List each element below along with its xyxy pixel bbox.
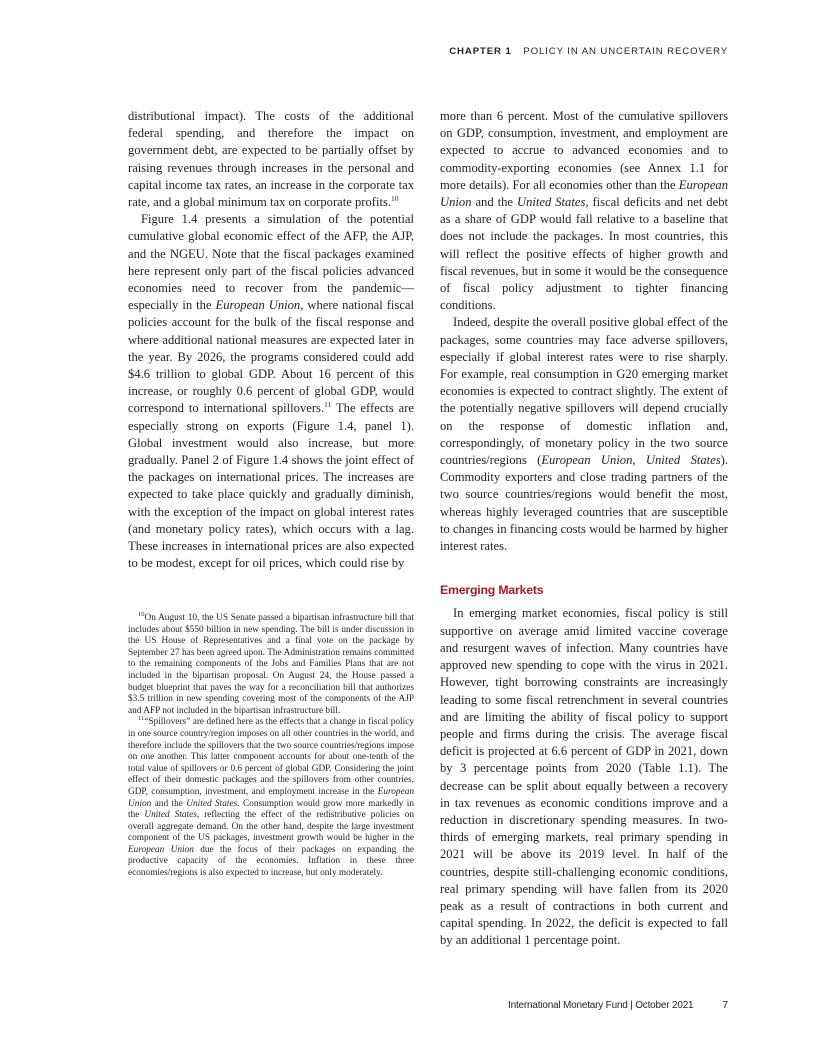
paragraph-text: distributional impact). The costs of the additional federal spending, and therefore the impact on government debt, are expected to be partially offset by raising revenues through increases in the personal and capital income tax rates, an increase in the corporate tax rate, and a global minimum tax on corporate profits.: [128, 109, 414, 210]
left-paragraph-1: [128, 108, 414, 211]
paragraph-text: more than 6 percent. Most of the cumulative spillovers on GDP, consumption, investment, and employment are expected to accrue to advanced economies and to commodity-exporting economies (see Annex 1.1 for more details). For all economies other than the: [440, 109, 728, 192]
paragraph-text: Indeed, despite the overall positive global effect of the packages, some countries may face adverse spillovers, especially if global interest rates were to rise sharply. For example, real consumption in G20 emerging market economies is expected to contract slightly. The extent of the potentially negative spillovers will depend crucially on the response of domestic inflation and, correspondingly, of monetary policy in the two source countries/regions (: [440, 315, 728, 468]
footnote-text: “Spillovers” are defined here as the effects that a change in fiscal policy in one source country/region imposes on all other countries in the world, and therefore include the spillovers that the two source countries/regions impose on one another. This latter component accounts for about one-tenth of the total value of spillovers or 0.6 percent of global GDP. Considering the joint effect of their domestic packages and the spillovers from other countries, GDP, consumption, investment, and employment increase in the: [128, 717, 414, 797]
footnote-text: , reflecting the effect of the redistributive policies on overall aggregate demand. On the other hand, despite the large investment component of the US packages, investment growth would be higher in the: [128, 810, 414, 844]
italic-text: European Union,: [215, 298, 304, 313]
italic-text: European Union: [128, 844, 194, 855]
section-heading-emerging-markets: Emerging Markets: [440, 583, 544, 598]
right-paragraph-3: In emerging market economies, fiscal policy is still supportive on average amid limited vaccine coverage and resurgent waves of infection. Many countries have approved new spending to cope with the virus in 2021. However, tight borrowing constraints are increasingly leading to some fiscal retrenchment in several countries and are limiting the ability of fiscal policy to support people and firms during the crisis. The average fiscal deficit is projected at 6.6 percent of GDP in 2021, down by 3 percentage points from 2020 (Table 1.1). The decrease can be split about equally between a recovery in tax revenues as economic conditions improve and a reduction in discretionary spending measures. In two-thirds of emerging markets, real primary spending in 2021 will be above its 2019 level. In half of the countries, despite still-challenging economic conditions, real primary spending will have fallen from its 2020 peak as a result of contractions in both current and capital spending. In 2022, the deficit is expected to fall by an additional 1 percentage point.: [440, 606, 728, 948]
footnote-ref-11[interactable]: 11: [324, 400, 332, 410]
page-number: 7: [722, 1000, 728, 1011]
paragraph-text: and the: [471, 195, 517, 210]
publication-info: International Monetary Fund | October 2021: [508, 1000, 694, 1011]
footnote-number: 10: [138, 610, 145, 618]
footnote-text: and the: [151, 798, 187, 809]
italic-text: United States: [144, 810, 197, 821]
italic-text: United States: [186, 798, 238, 809]
paragraph-text: where national fiscal policies account for the bulk of the fiscal response and where additional national measures are expected later in the year. By 2026, the programs considered could add $4.6 trillion to global GDP. About 16 percent of this increase, or roughly 0.6 percent of global GDP, would correspond to international spillovers.: [128, 298, 414, 416]
chapter-label: CHAPTER 1: [449, 46, 512, 57]
footnote-text: . Consumption would grow more markedly in the: [128, 798, 414, 821]
italic-text: European Union, United States: [541, 453, 721, 468]
italic-text: European Union: [128, 786, 414, 809]
paragraph-text: The effects are especially strong on exports (Figure 1.4, panel 1). Global investment would also increase, but more gradually. Panel 2 of Figure 1.4 shows the joint effect of the packages on international prices. The increases are expected to take place quickly and gradually diminish, with the exception of the impact on global interest rates (and monetary policy rates), which occurs with a lag. These increases in international prices are also expected to be modest, except for oil prices, which could rise by: [128, 401, 414, 571]
left-column: [128, 108, 414, 572]
running-header: [449, 46, 728, 57]
footnotes: [128, 610, 414, 880]
paragraph-text: ). Commodity exporters and close trading partners of the two source countries/regions would benefit the most, whereas highly leveraged countries that are susceptible to changes in financing costs would be harmed by higher interest rates.: [440, 453, 728, 554]
right-paragraph-2: [440, 314, 728, 555]
italic-text: United States: [517, 195, 586, 210]
footnote-10: [128, 610, 414, 717]
paragraph-text: , fiscal deficits and net debt as a share of GDP would fall relative to a baseline that does not include the packages. In most countries, this will reflect the positive effects of higher growth and fiscal revenues, but in some it would be the consequence of fiscal policy adjustment to tighter financing conditions.: [440, 195, 728, 313]
chapter-title: POLICY IN AN UNCERTAIN RECOVERY: [523, 46, 728, 57]
left-paragraph-2: [128, 211, 414, 572]
footnote-text: due the focus of their packages on expanding the productive capacity of the economies. Inflation in these three economies/regions is also expected to increase, but only moderately.: [128, 844, 414, 879]
right-column: [440, 108, 728, 950]
footnote-ref-10[interactable]: 10: [391, 193, 399, 203]
footnote-number: 11: [138, 715, 145, 723]
footnote-text: On August 10, the US Senate passed a bipartisan infrastructure bill that includes about $550 billion in new spending. The bill is under discussion in the US House of Representatives and a final vote on the package by September 27 has been agreed upon. The Administration remains committed to the remaining components of the Jobs and Families Plans that are not included in the bipartisan proposal. On August 24, the House passed a budget blueprint that paves the way for a reconciliation bill that authorizes $3.5 trillion in new spending covering most of the components of the AJP and AFP not included in the bipartisan infrastructure bill.: [128, 613, 414, 716]
right-paragraph-1: [440, 108, 728, 314]
italic-text: European Union: [440, 177, 728, 210]
footnote-11: [128, 717, 414, 879]
paragraph-text: Figure 1.4 presents a simulation of the potential cumulative global economic effect of the AFP, the AJP, and the NGEU. Note that the fiscal packages examined here represent only part of the fiscal policies advanced economies need to recover from the pandemic—especially in the: [128, 212, 414, 313]
